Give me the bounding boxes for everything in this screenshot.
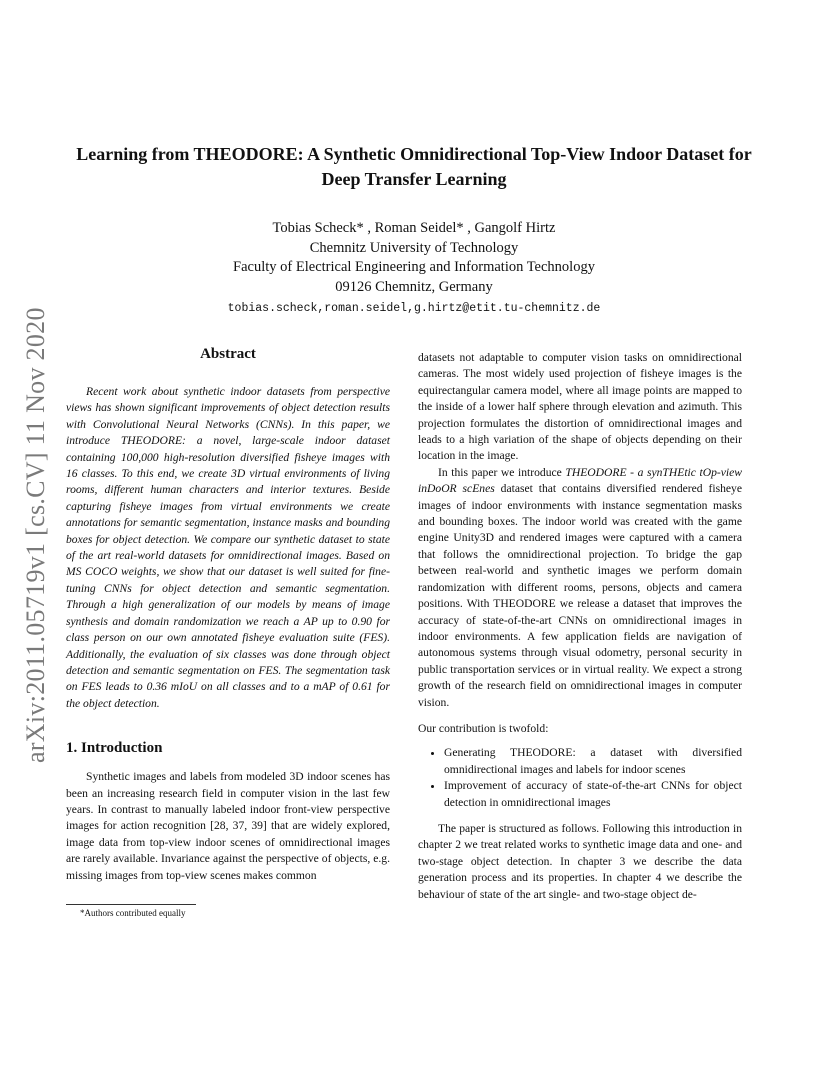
paragraph-2-rest: dataset that contains diversified rendered fisheye images of indoor environments with instance segmentation masks and bounding boxes. The indoor world was created with the game engine Unity3D and rendered images were captured with a camera that follows the omnidirectional projection. To bridge the gap between real-world and synthetic images we perform domain randomization with different rooms, persons, objects and camera positions. With THEODORE we release a dataset that improves the accuracy of state-of-the-art CNNs on omnidirectional images in indoor environments. A few application fields are navigation of autonomous systems through visual odometry, personal security in public transportation services or in virtual reality. We expect a strong growth of the research field on omnidirectional images in computer vision. bbox=[418, 482, 742, 709]
introduction-heading: 1. Introduction bbox=[66, 740, 163, 757]
author-email[interactable]: tobias.scheck,roman.seidel,g.hirtz@etit.tu-chemnitz.de bbox=[227, 302, 601, 315]
contribution-item: • Generating THEODORE: a dataset with diversified omnidirectional images and labels for indoor scenes bbox=[444, 745, 742, 778]
paper-title: Learning from THEODORE: A Synthetic Omnidirectional Top-View Indoor Dataset for Deep Transfer Learning bbox=[76, 144, 752, 189]
dataset-name: THEODORE - a synTHEtic tOp-view inDoOR scEnes bbox=[418, 465, 742, 496]
authors-block bbox=[100, 219, 728, 319]
right-column bbox=[418, 350, 742, 903]
author-line: Tobias Scheck* , Roman Seidel* , Gangolf Hirtz bbox=[272, 220, 556, 236]
left-column bbox=[66, 346, 390, 919]
intro-paragraph-2 bbox=[418, 465, 742, 711]
affiliation-university: Chemnitz University of Technology bbox=[309, 239, 519, 256]
abstract-heading: Abstract bbox=[200, 346, 256, 362]
contribution-list bbox=[418, 745, 742, 811]
affiliation-faculty: Faculty of Electrical Engineering and Information Technology bbox=[233, 259, 595, 275]
intro-paragraph-1: Synthetic images and labels from modeled 3D indoor scenes has been an increasing research field in computer vision in the last few years. In contrast to manually labeled indoor front-view perspective images for action recognition [28, 37, 39] that are widely explored, image data from top-view indoor scenes of omnidirectional images are rarely available. Invariance against the perspective of objects, e.g. missing images from top-view scenes makes common bbox=[66, 770, 390, 882]
affiliation-address: 09126 Chemnitz, Germany bbox=[335, 278, 493, 295]
intro-paragraph-1-continued: datasets not adaptable to computer vision tasks on omnidirectional cameras. The most widely used projection of fisheye images is the equirectangular camera model, where all image points are mapped to the inside of a lower half sphere through elevation and azimuth. This projection formulates the distortion of omnidirectional images and leads to a high variation of the shape of objects depending on their location in the image. bbox=[418, 351, 742, 463]
abstract-text: Recent work about synthetic indoor datasets from perspective views has shown significant improvements of object detection results with Convolutional Neural Networks (CNNs). In this paper, we introduce THEODORE: a novel, large-scale indoor dataset containing 100,000 high-resolution diversified fisheye images with 16 classes. To this end, we create 3D virtual environments of living rooms, different human characters and interior textures. Beside capturing fisheye images from virtual environments we create annotations for semantic segmentation, instance masks and bounding boxes for object detection. We compare our synthetic dataset to state of the art real-world datasets for omnidirectional images. Based on MS COCO weights, we show that our dataset is well suited for fine-tuning CNNs for object detection and semantic segmentation. Through a high generalization of our models by means of image synthesis and domain randomization we reach a AP up to 0.90 for class person on our own annotated fisheye evaluation suite (FES). Additionally, the evaluation of six classes was done through object detection and semantic segmentation on FES. The segmentation task on FES leads to 0.36 mIoU on all classes and to a mAP of 0.61 for the object detection. bbox=[66, 385, 390, 710]
author-names bbox=[100, 219, 728, 239]
contribution-lead: Our contribution is twofold: bbox=[418, 721, 549, 735]
contribution-item: • Improvement of accuracy of state-of-the-art CNNs for object detection in omnidirectional images bbox=[444, 778, 742, 811]
arxiv-stamp: arXiv:2011.05719v1 [cs.CV] 11 Nov 2020 bbox=[21, 307, 50, 763]
footnote: *Authors contributed equally bbox=[80, 907, 186, 918]
intro-paragraph-3: The paper is structured as follows. Following this introduction in chapter 2 we treat related works to synthetic image data and one- and two-stage object detection. In chapter 3 we describe the data generation process and its properties. In chapter 4 we describe the behaviour of state of the art single- and two-stage object de- bbox=[418, 821, 742, 901]
footnote-rule bbox=[66, 904, 196, 905]
paragraph-2-lead: In this paper we introduce bbox=[438, 465, 566, 479]
